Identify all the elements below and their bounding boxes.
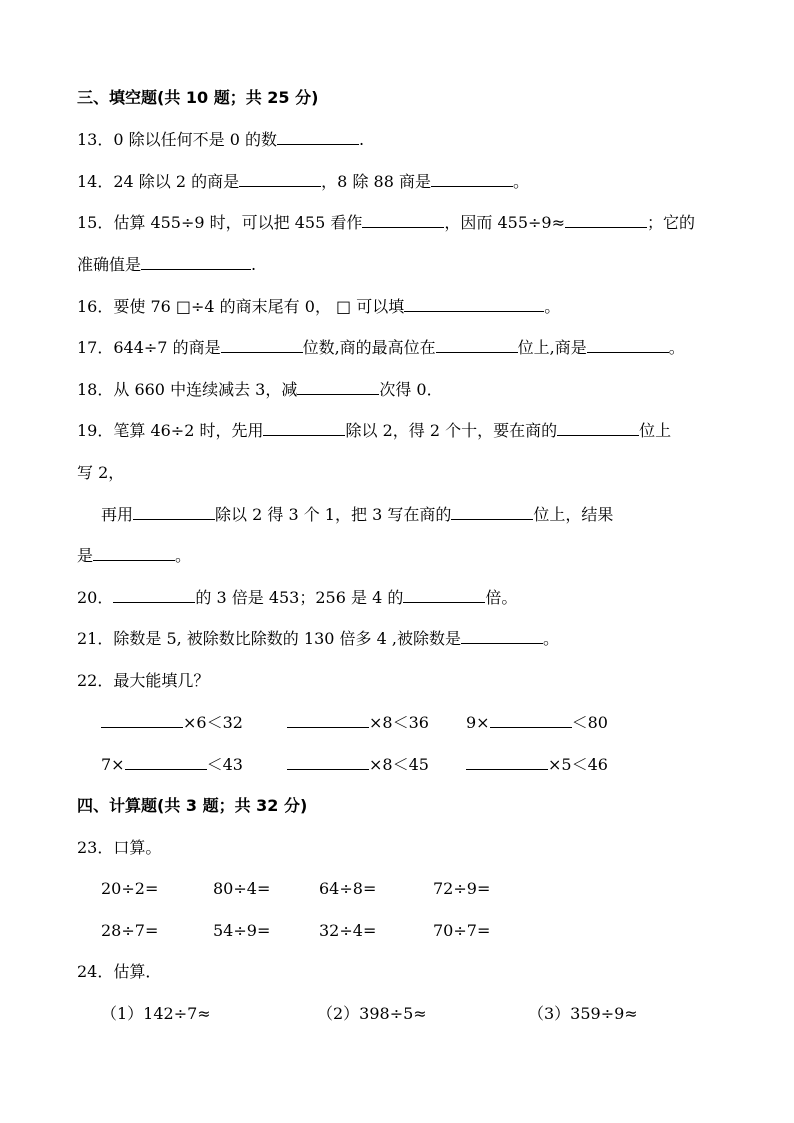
q24-item: （1）142÷7≈ [101,1004,211,1023]
answer-blank[interactable] [436,338,518,353]
question-15: 15．估算 455÷9 时，可以把 455 看作 ，因而 455÷9≈ ；它的 [77,213,696,232]
question-21: 21．除数是 5, 被除数比除数的 130 倍多 4 ,被除数是 。 [77,629,559,648]
answer-blank[interactable] [461,629,543,644]
answer-blank[interactable] [287,755,369,770]
q22-r2c1: 7× ＜43 [101,755,243,774]
q22-r1c1: ×6＜32 [101,713,243,733]
question-23-title: 23．口算。 [77,838,162,857]
q23-item: 80÷4= [213,879,271,898]
question-19-line2: 写 2， [77,463,125,482]
question-16: 16．要使 76 □÷4 的商末尾有 0， □ 可以填 。 [77,297,561,316]
q24-item: （3）359÷9≈ [528,1004,638,1023]
answer-blank[interactable] [565,213,647,228]
q22-r2c3: ×5＜46 [466,755,608,775]
question-20: 20． 的 3 倍是 453；256 是 4 的 倍。 [77,588,518,607]
answer-blank[interactable] [297,380,379,395]
answer-blank[interactable] [101,713,183,728]
q22-r1c2: ×8＜36 [287,713,429,733]
q23-item: 72÷9= [433,879,491,898]
question-15-cont: 准确值是 . [77,255,257,274]
answer-blank[interactable] [113,588,195,603]
answer-blank[interactable] [141,255,251,270]
answer-blank[interactable] [557,421,639,436]
answer-blank[interactable] [277,130,359,145]
q13-text: 13．0 除以任何不是 0 的数 [77,130,277,149]
q24-item: （2）398÷5≈ [317,1004,427,1023]
question-19: 19．笔算 46÷2 时，先用 除以 2，得 2 个十，要在商的 位上 [77,421,672,440]
q22-r1c3: 9× ＜80 [466,713,608,732]
q23-item: 20÷2= [101,879,159,898]
question-18: 18．从 660 中连续减去 3，减 次得 0． [77,380,443,399]
answer-blank[interactable] [263,421,345,436]
answer-blank[interactable] [362,213,444,228]
answer-blank[interactable] [466,755,548,770]
answer-blank[interactable] [587,338,669,353]
section-4-title: 四、计算题(共 3 题；共 32 分) [77,796,308,815]
question-19-line3: 再用 除以 2 得 3 个 1，把 3 写在商的 位上，结果 [101,505,614,524]
question-22-title: 22．最大能填几？ [77,671,210,690]
question-17: 17．644÷7 的商是 位数,商的最高位在 位上,商是 。 [77,338,685,357]
question-13: 13．0 除以任何不是 0 的数 . [77,130,365,149]
answer-blank[interactable] [431,172,513,187]
q23-item: 64÷8= [319,879,377,898]
section-3-title: 三、填空题(共 10 题；共 25 分) [77,88,319,107]
answer-blank[interactable] [403,588,485,603]
q23-item: 32÷4= [319,921,377,940]
answer-blank[interactable] [287,713,369,728]
answer-blank[interactable] [133,505,215,520]
q23-item: 54÷9= [213,921,271,940]
answer-blank[interactable] [125,755,207,770]
q23-item: 28÷7= [101,921,159,940]
answer-blank[interactable] [490,713,572,728]
answer-blank[interactable] [451,505,533,520]
q23-item: 70÷7= [433,921,491,940]
answer-blank[interactable] [404,297,544,312]
question-14: 14．24 除以 2 的商是 ，8 除 88 商是 。 [77,172,529,191]
question-19-line4: 是 。 [77,546,192,565]
answer-blank[interactable] [221,338,303,353]
q22-r2c2: ×8＜45 [287,755,429,775]
answer-blank[interactable] [239,172,321,187]
question-24-title: 24．估算． [77,962,162,981]
answer-blank[interactable] [93,546,175,561]
